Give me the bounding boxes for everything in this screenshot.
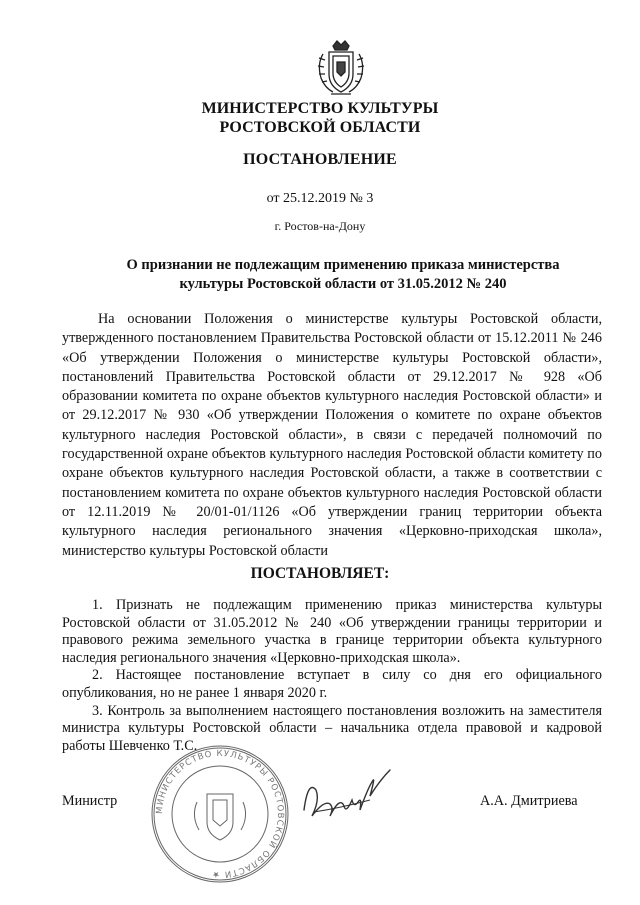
resolve-heading: ПОСТАНОВЛЯЕТ: xyxy=(250,565,390,582)
signatory-name: А.А. Дмитриева xyxy=(480,793,578,809)
signatory-position: Министр xyxy=(62,793,118,809)
subject-line2: культуры Ростовской области от 31.05.2012 № 240 xyxy=(179,276,507,292)
svg-text:МИНИСТЕРСТВО КУЛЬТУРЫ РОСТОВСК xyxy=(155,749,285,879)
coat-of-arms-icon xyxy=(313,38,369,98)
document-type: ПОСТАНОВЛЕНИЕ xyxy=(243,151,397,168)
document-city: г. Ростов-на-Дону xyxy=(274,219,366,233)
resolution-point-2: 2. Настоящее постановление вступает в силу со дня его официального опубликования, но не ранее 1 января 2020 г. xyxy=(62,667,602,701)
resolution-point-1: 1. Признать не подлежащим применению приказ министерства культуры Ростовской области от 31.05.2012 № 240 «Об утверждении границы территории и правового режима земельного участка в границе территории объекта культурного наследия регионального значения «Церковно-приходская школа». xyxy=(62,597,602,666)
resolution-point-3: 3. Контроль за выполнением настоящего постановления возложить на заместителя министра культуры Ростовской области – начальника отдела правовой и кадровой работы Шевченко Т.С. xyxy=(62,702,602,754)
resolution-points xyxy=(62,597,602,755)
ministry-name-line1: МИНИСТЕРСТВО КУЛЬТУРЫ xyxy=(201,100,439,117)
ministry-name-line2: РОСТОВСКОЙ ОБЛАСТИ xyxy=(219,119,421,136)
official-seal-icon xyxy=(145,742,295,887)
subject-line1: О признании не подлежащим применению приказа министерства xyxy=(126,257,560,273)
preamble-paragraph: На основании Положения о министерстве культуры Ростовской области, утвержденного постановлением Правительства Ростовской области от 15.12.2011 № 246 «Об утверждении Положения о министерстве культуры Ростовской области», постановлений Правительства Ростовской области от 29.12.2017 № 928 «Об образовании комитета по охране объектов культурного наследия Ростовской области» и от 29.12.2017 № 930 «Об утверждении Положения о комитете по охране объектов культурного наследия Ростовской области», в связи с передачей полномочий по государственной охране объектов культурного наследия Ростовской области комитету по охране объектов культурного наследия Ростовской области, а также в соответствии с постановлением комитета по охране объектов культурного наследия Ростовской области от 12.11.2019 № 20/01-01/1126 «Об утверждении границ территории объекта культурного наследия регионального значения «Церковно-приходская школа», министерство культуры Ростовской области xyxy=(62,311,602,559)
seal-text: МИНИСТЕРСТВО КУЛЬТУРЫ РОСТОВСКОЙ ОБЛАСТИ ★ xyxy=(154,748,286,880)
document-subject xyxy=(112,256,574,294)
handwritten-signature-icon xyxy=(300,760,395,830)
preamble xyxy=(62,310,602,561)
ministry-name xyxy=(0,99,640,137)
document-date-number: от 25.12.2019 № 3 xyxy=(266,191,374,206)
